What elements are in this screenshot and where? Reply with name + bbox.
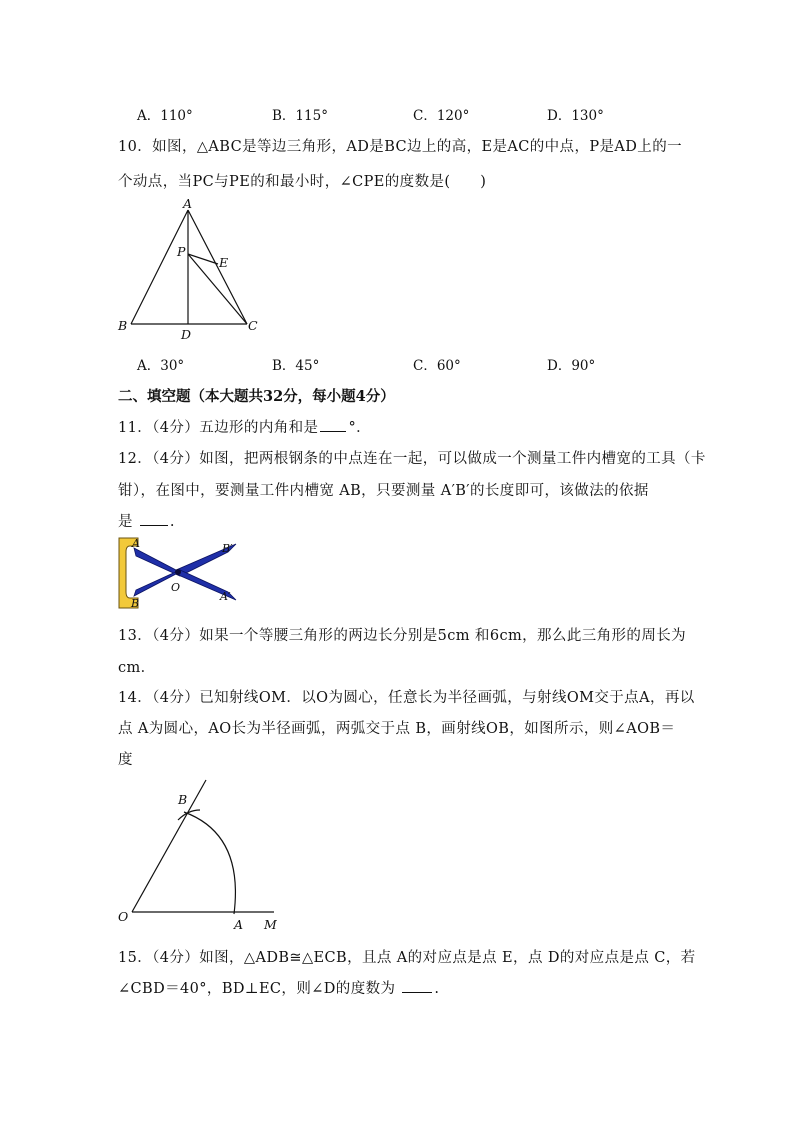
q14-figure-rays [114,774,284,934]
label-m: M [264,917,277,932]
q9-choice-a: A．110° [137,108,193,124]
caliper-arm-1 [134,544,236,576]
q11-text: 11．（4分）五边形的内角和是 [118,420,319,436]
q10-line1: 10．如图，△ABC是等边三角形，AD是BC边上的高，E是AC的中点，P是AD上的一 [118,139,683,155]
label-b: B [178,792,188,807]
q15-line1: 15．（4分）如图，△ADB≅△ECB，且点 A的对应点是点 E，点 D的对应点是点 C，若 [118,950,696,966]
label-a: A [234,917,244,932]
label-b: B [118,318,128,333]
q13-line1: 13．（4分）如果一个等腰三角形的两边长分别是5cm 和6cm，那么此三角形的周长为 [118,628,687,644]
q11-suffix: °． [348,420,371,436]
label-c: C [248,318,258,333]
q14-line3: 度 [118,752,133,768]
q12-line1: 12．（4分）如图，把两根钢条的中点连在一起，可以做成一个测量工件内槽宽的工具（卡 [118,451,706,467]
label-o: O [118,909,129,924]
q12-line3 [118,510,175,531]
q10-choice-a: A．30° [137,358,185,374]
side-ac [188,210,247,324]
label-a: A [183,198,193,211]
q10-choice-c: C．60° [413,358,461,374]
q9-choice-c: C．120° [413,108,470,124]
q13-line2: cm． [118,660,156,676]
q11-blank [320,419,346,432]
pivot-o [175,569,181,575]
q10-choice-b: B．45° [272,358,320,374]
q10-choice-d: D．90° [547,358,596,374]
q12-line2: 钳），在图中，要测量工件内槽宽 AB，只要测量 A′B′的长度即可，该做法的依据 [118,483,649,499]
label-a-prime: A′ [220,590,231,603]
q15-line2 [118,977,439,998]
label-b: B [131,597,140,610]
arc [184,812,235,914]
ray-ob [132,780,206,912]
q10-line2: 个动点，当PC与PE的和最小时，∠CPE的度数是( ) [118,174,487,190]
q9-choice-d: D．130° [547,108,604,124]
label-p: P [177,244,186,259]
label-o: O [171,581,181,594]
q9-choice-b: B．115° [272,108,328,124]
side-ab [131,210,188,324]
label-e: E [219,255,229,270]
segment-pc [188,254,247,324]
q10-figure-triangle [112,198,272,344]
q12-line3-text: 是 [118,514,133,530]
q11 [118,416,371,437]
q15-blank [402,980,432,993]
q12-line3-end: . [169,514,175,530]
q15-line2-text: ∠CBD＝40°，BD⊥EC，则∠D的度数为 [118,981,396,997]
q12-blank [140,513,168,526]
q12-figure-calipers [116,534,246,614]
q14-line1: 14．（4分）已知射线OM．以O为圆心，任意长为半径画弧，与射线OM交于点A，再以 [118,690,695,706]
label-b-prime: B′ [222,542,233,555]
label-d: D [181,327,192,342]
q14-line2: 点 A为圆心，AO长为半径画弧，两弧交于点 B，画射线OB，如图所示，则∠AOB＝ [118,721,676,737]
label-a: A [132,537,140,550]
q15-line2-end: . [434,981,440,997]
section-title: 二、填空题（本大题共32分，每小题4分） [118,388,395,405]
